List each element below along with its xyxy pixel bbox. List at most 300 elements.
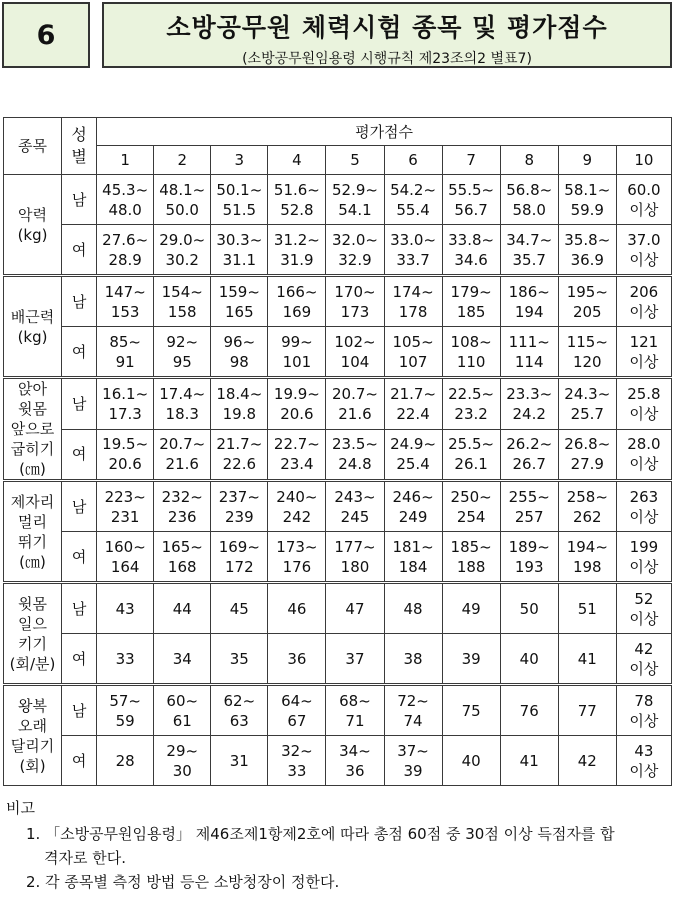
note-item-2: 2. 각 종목별 측정 방법 등은 소방청장이 정한다. <box>26 873 340 891</box>
item-name-line: (kg) <box>17 225 48 244</box>
score-cell <box>268 175 326 225</box>
score-value-line: 77 <box>577 701 597 720</box>
score-cell <box>211 583 268 634</box>
score-value-line: 31.2~ <box>273 230 320 249</box>
score-cell <box>268 736 326 786</box>
score-cell <box>268 378 326 430</box>
score-cell <box>500 481 558 532</box>
score-cell <box>211 481 268 532</box>
score-cell <box>442 378 500 430</box>
score-cell <box>154 685 211 736</box>
score-cell <box>558 532 616 583</box>
score-value-line: 96~ <box>223 332 256 351</box>
score-cell <box>326 685 384 736</box>
score-cell <box>97 378 154 430</box>
score-cell <box>326 481 384 532</box>
table-row <box>4 327 672 378</box>
header-level: 1 <box>97 146 154 175</box>
score-value-line: 177~ <box>334 537 376 556</box>
score-value-line: 20.6 <box>280 404 314 423</box>
score-value-line: 33.8~ <box>448 230 495 249</box>
score-cell <box>616 532 671 583</box>
score-value-line: 54.2~ <box>390 180 437 199</box>
header-level: 2 <box>154 146 211 175</box>
score-cell <box>211 429 268 481</box>
score-cell <box>326 175 384 225</box>
score-cell <box>97 736 154 786</box>
item-name-line: 멀리 <box>18 512 48 531</box>
score-value-line: 239 <box>225 507 254 526</box>
score-value-line: 39 <box>461 649 481 668</box>
score-value-line: 111~ <box>508 332 550 351</box>
score-cell <box>616 481 671 532</box>
sex-cell: 남 <box>62 481 97 532</box>
score-value-line: 237~ <box>218 487 260 506</box>
score-value-line: 27.9 <box>570 455 604 474</box>
score-cell <box>97 634 154 685</box>
header-score: 평가점수 <box>97 118 672 146</box>
score-value-line: 24.9~ <box>390 435 437 454</box>
score-cell <box>268 481 326 532</box>
score-cell <box>326 583 384 634</box>
score-value-line: 21.6 <box>338 404 372 423</box>
score-cell <box>558 175 616 225</box>
score-value-line: 41 <box>577 649 597 668</box>
score-cell <box>442 276 500 327</box>
score-value-line: 179~ <box>450 282 492 301</box>
score-value-line: 33.7 <box>396 250 430 269</box>
score-value-line: 176 <box>282 557 312 576</box>
table-row <box>4 378 672 430</box>
score-cell <box>384 225 442 276</box>
score-cell <box>616 685 671 736</box>
item-name-line: 일으 <box>18 614 48 633</box>
score-value-line: 33 <box>287 761 307 780</box>
item-name-cell <box>4 481 62 583</box>
score-cell <box>268 429 326 481</box>
score-cell <box>268 685 326 736</box>
score-value-line: 46 <box>287 599 307 618</box>
table-row <box>4 634 672 685</box>
score-value-line: 30.3~ <box>216 230 263 249</box>
score-cell <box>384 276 442 327</box>
score-value-line: 30 <box>172 761 192 780</box>
score-cell <box>97 327 154 378</box>
score-value-line: 48.0 <box>108 200 142 219</box>
score-cell <box>211 276 268 327</box>
score-value-line: 62~ <box>223 691 256 710</box>
item-name-line: 배근력 <box>10 307 55 326</box>
header-level: 7 <box>442 146 500 175</box>
score-value-line: 31 <box>229 751 249 770</box>
item-name-line: 윗몸 <box>18 594 48 613</box>
score-value-line: 169~ <box>218 537 260 556</box>
score-cell <box>154 327 211 378</box>
score-value-line: 이상 <box>629 302 659 321</box>
item-name-cell <box>4 583 62 685</box>
score-cell <box>558 429 616 481</box>
item-name-line: 악력 <box>18 205 48 224</box>
score-value-line: 26.1 <box>454 455 488 474</box>
score-value-line: 이상 <box>629 507 659 526</box>
score-value-line: 이상 <box>629 250 659 269</box>
score-value-line: 45.3~ <box>102 180 149 199</box>
score-value-line: 44 <box>172 599 192 618</box>
score-cell <box>268 327 326 378</box>
score-value-line: 245 <box>340 507 370 526</box>
score-cell <box>154 175 211 225</box>
score-cell <box>326 225 384 276</box>
score-value-line: 92~ <box>166 332 199 351</box>
item-name-line: 오래 <box>18 716 48 735</box>
score-value-line: 169 <box>282 302 312 321</box>
score-value-line: 39 <box>403 761 423 780</box>
item-name-line: 뛰기 <box>18 532 48 551</box>
score-value-line: 33.0~ <box>390 230 437 249</box>
score-cell <box>442 327 500 378</box>
sex-cell: 남 <box>62 175 97 225</box>
score-value-line: 236 <box>167 507 197 526</box>
score-value-line: 74 <box>403 711 423 730</box>
score-value-line: 34.7~ <box>506 230 553 249</box>
score-value-line: 75 <box>461 701 481 720</box>
score-cell <box>384 481 442 532</box>
score-value-line: 36 <box>287 649 307 668</box>
score-value-line: 257 <box>514 507 544 526</box>
score-value-line: 76 <box>519 701 539 720</box>
score-value-line: 160~ <box>104 537 146 556</box>
score-value-line: 78 <box>634 691 654 710</box>
score-cell <box>211 736 268 786</box>
score-cell <box>442 532 500 583</box>
notes <box>6 796 666 894</box>
score-cell <box>154 634 211 685</box>
score-value-line: 28.9 <box>108 250 142 269</box>
score-cell <box>442 175 500 225</box>
item-name-line: (㎝) <box>19 460 46 478</box>
score-cell <box>500 532 558 583</box>
score-cell <box>154 481 211 532</box>
score-value-line: 57~ <box>109 691 141 710</box>
score-value-line: 185 <box>456 302 486 321</box>
item-name-cell <box>4 685 62 786</box>
score-cell <box>500 429 558 481</box>
score-value-line: 52.8 <box>280 200 314 219</box>
score-cell <box>500 327 558 378</box>
score-value-line: 19.9~ <box>273 384 320 403</box>
score-value-line: 23.5~ <box>331 435 378 454</box>
score-value-line: 이상 <box>629 352 659 371</box>
score-value-line: 173 <box>340 302 370 321</box>
score-value-line: 34~ <box>339 741 371 760</box>
score-cell <box>558 225 616 276</box>
score-value-line: 19.8 <box>222 404 257 423</box>
score-cell <box>616 175 671 225</box>
section-number: 6 <box>36 19 56 51</box>
score-cell <box>326 327 384 378</box>
score-value-line: 110 <box>456 352 486 371</box>
item-name-line: 왕복 <box>18 696 48 715</box>
score-value-line: 198 <box>572 557 602 576</box>
score-cell <box>268 583 326 634</box>
score-value-line: 232~ <box>161 487 203 506</box>
score-cell <box>500 378 558 430</box>
score-value-line: 이상 <box>629 557 659 576</box>
sex-cell: 여 <box>62 634 97 685</box>
title-box <box>102 2 672 68</box>
score-value-line: 105~ <box>392 332 434 351</box>
score-cell <box>211 175 268 225</box>
score-value-line: 52 <box>634 589 654 608</box>
score-value-line: 18.3 <box>165 404 199 423</box>
score-cell <box>500 276 558 327</box>
score-value-line: 36.9 <box>570 250 604 269</box>
sex-cell: 여 <box>62 327 97 378</box>
score-cell <box>154 532 211 583</box>
score-value-line: 19.5~ <box>102 435 149 454</box>
score-value-line: 21.6 <box>165 455 199 474</box>
score-value-line: 35.7 <box>512 250 546 269</box>
score-value-line: 26.2~ <box>506 435 553 454</box>
score-value-line: 21.7~ <box>390 384 437 403</box>
score-cell <box>211 685 268 736</box>
score-value-line: 240~ <box>276 487 318 506</box>
score-value-line: 23.3~ <box>506 384 553 403</box>
score-value-line: 42 <box>634 639 654 658</box>
score-cell <box>442 736 500 786</box>
score-value-line: 258~ <box>566 487 608 506</box>
score-cell <box>154 429 211 481</box>
score-value-line: 36 <box>345 761 365 780</box>
note-item-1 <box>6 822 666 870</box>
score-value-line: 104 <box>340 352 370 371</box>
score-table <box>3 117 672 786</box>
score-value-line: 29~ <box>166 741 199 760</box>
score-value-line: 25.4 <box>396 455 430 474</box>
sex-cell: 여 <box>62 225 97 276</box>
score-cell <box>500 736 558 786</box>
score-cell <box>442 225 500 276</box>
score-value-line: 199 <box>629 537 659 556</box>
score-value-line: 32.9 <box>338 250 372 269</box>
score-value-line: 59 <box>115 711 135 730</box>
score-cell <box>500 685 558 736</box>
score-value-line: 95 <box>172 352 192 371</box>
score-value-line: 173~ <box>276 537 318 556</box>
score-value-line: 67 <box>287 711 307 730</box>
score-cell <box>500 583 558 634</box>
score-cell <box>211 378 268 430</box>
score-cell <box>384 378 442 430</box>
score-value-line: 60.0 <box>627 180 661 199</box>
item-name-cell <box>4 276 62 378</box>
score-value-line: 22.7~ <box>273 435 320 454</box>
header-item: 종목 <box>4 118 62 175</box>
score-cell <box>97 175 154 225</box>
score-value-line: 26.7 <box>512 455 546 474</box>
score-value-line: 50.1~ <box>216 180 263 199</box>
score-value-line: 49 <box>461 599 481 618</box>
score-value-line: 153 <box>110 302 140 321</box>
score-value-line: 121 <box>629 332 659 351</box>
score-value-line: 35.8~ <box>564 230 611 249</box>
score-value-line: 115~ <box>566 332 608 351</box>
sex-cell: 남 <box>62 583 97 634</box>
score-cell <box>97 583 154 634</box>
score-cell <box>211 225 268 276</box>
score-value-line: 178 <box>398 302 428 321</box>
header-level: 10 <box>616 146 671 175</box>
score-cell <box>384 429 442 481</box>
score-value-line: 243~ <box>334 487 376 506</box>
header-level: 3 <box>211 146 268 175</box>
score-value-line: 159~ <box>218 282 260 301</box>
score-cell <box>268 225 326 276</box>
score-value-line: 158 <box>167 302 197 321</box>
score-cell <box>154 378 211 430</box>
sex-cell: 여 <box>62 429 97 481</box>
score-value-line: 114 <box>514 352 544 371</box>
score-cell <box>558 685 616 736</box>
score-value-line: 32.0~ <box>331 230 378 249</box>
score-value-line: 47 <box>345 599 365 618</box>
score-value-line: 42 <box>577 751 597 770</box>
score-value-line: 52.9~ <box>331 180 378 199</box>
score-value-line: 55.4 <box>396 200 430 219</box>
score-value-line: 31.1 <box>222 250 257 269</box>
score-value-line: 189~ <box>508 537 550 556</box>
score-value-line: 40 <box>461 751 481 770</box>
score-value-line: 22.4 <box>396 404 430 423</box>
score-value-line: 223~ <box>104 487 146 506</box>
score-cell <box>558 634 616 685</box>
table-row <box>4 225 672 276</box>
notes-heading: 비고 <box>6 799 35 817</box>
score-cell <box>384 736 442 786</box>
item-name-cell <box>4 175 62 276</box>
score-value-line: 108~ <box>450 332 492 351</box>
score-value-line: 165 <box>225 302 254 321</box>
score-value-line: 54.1 <box>338 200 372 219</box>
score-cell <box>211 634 268 685</box>
score-value-line: 194 <box>514 302 544 321</box>
score-value-line: 262 <box>572 507 602 526</box>
score-value-line: 34 <box>172 649 192 668</box>
score-cell <box>384 634 442 685</box>
score-value-line: 56.8~ <box>506 180 553 199</box>
score-value-line: 64~ <box>281 691 313 710</box>
score-value-line: 101 <box>282 352 312 371</box>
score-value-line: 231 <box>110 507 140 526</box>
score-cell <box>558 481 616 532</box>
score-value-line: 20.7~ <box>331 384 378 403</box>
score-value-line: 28.0 <box>627 435 661 454</box>
score-cell <box>616 634 671 685</box>
score-value-line: 98 <box>229 352 249 371</box>
score-cell <box>154 225 211 276</box>
score-value-line: 60~ <box>166 691 199 710</box>
score-value-line: 43 <box>634 741 654 760</box>
score-value-line: 185~ <box>450 537 492 556</box>
score-value-line: 59.9 <box>570 200 604 219</box>
score-value-line: 50.0 <box>165 200 199 219</box>
score-value-line: 23.2 <box>454 404 488 423</box>
score-value-line: 25.7 <box>570 404 604 423</box>
score-cell <box>616 276 671 327</box>
score-value-line: 205 <box>572 302 602 321</box>
page-subtitle: (소방공무원임용령 시행규칙 제23조의2 별표7) <box>242 51 532 67</box>
score-value-line: 99~ <box>281 332 313 351</box>
score-value-line: 38 <box>403 649 423 668</box>
score-value-line: 22.6 <box>222 455 257 474</box>
score-value-line: 25.8 <box>627 384 661 403</box>
score-value-line: 48 <box>403 599 423 618</box>
score-cell <box>616 583 671 634</box>
score-cell <box>616 225 671 276</box>
score-cell <box>500 225 558 276</box>
score-value-line: 250~ <box>450 487 492 506</box>
item-name-line: (kg) <box>17 327 48 346</box>
score-value-line: 35 <box>229 649 249 668</box>
score-cell <box>154 276 211 327</box>
score-value-line: 이상 <box>629 711 659 730</box>
score-value-line: 58.0 <box>512 200 546 219</box>
score-value-line: 58.1~ <box>564 180 611 199</box>
score-value-line: 45 <box>229 599 249 618</box>
score-value-line: 31.9 <box>280 250 314 269</box>
score-cell <box>326 378 384 430</box>
score-value-line: 166~ <box>276 282 318 301</box>
score-cell <box>326 736 384 786</box>
score-cell <box>616 736 671 786</box>
score-value-line: 37 <box>345 649 365 668</box>
score-cell <box>326 532 384 583</box>
score-value-line: 23.4 <box>280 455 314 474</box>
note-item-1-line1: 1. 「소방공무원임용령」 제46조제1항제2호에 따라 총점 60점 중 30점 이상 득점자를 합 <box>26 825 615 843</box>
score-value-line: 24.2 <box>512 404 546 423</box>
score-cell <box>97 429 154 481</box>
score-value-line: 186~ <box>508 282 550 301</box>
header-sex-label: 성별 <box>71 125 87 166</box>
score-cell <box>268 634 326 685</box>
header-level: 6 <box>384 146 442 175</box>
score-cell <box>384 532 442 583</box>
score-value-line: 24.3~ <box>564 384 611 403</box>
score-value-line: 71 <box>345 711 365 730</box>
sex-cell: 남 <box>62 378 97 430</box>
score-value-line: 55.5~ <box>448 180 495 199</box>
score-value-line: 120 <box>572 352 602 371</box>
score-cell <box>211 327 268 378</box>
score-cell <box>616 327 671 378</box>
score-value-line: 32~ <box>281 741 313 760</box>
score-value-line: 102~ <box>334 332 376 351</box>
score-value-line: 181~ <box>392 537 434 556</box>
score-cell <box>97 481 154 532</box>
score-value-line: 172 <box>225 557 254 576</box>
score-cell <box>326 429 384 481</box>
score-value-line: 33 <box>115 649 135 668</box>
score-value-line: 254 <box>456 507 486 526</box>
note-item-1-line2: 격자로 한다. <box>44 849 126 867</box>
score-value-line: 이상 <box>629 761 659 780</box>
score-value-line: 193 <box>514 557 544 576</box>
score-cell <box>500 175 558 225</box>
score-cell <box>442 429 500 481</box>
score-cell <box>442 481 500 532</box>
score-value-line: 41 <box>519 751 539 770</box>
item-name-line: 달리기 <box>10 736 55 755</box>
